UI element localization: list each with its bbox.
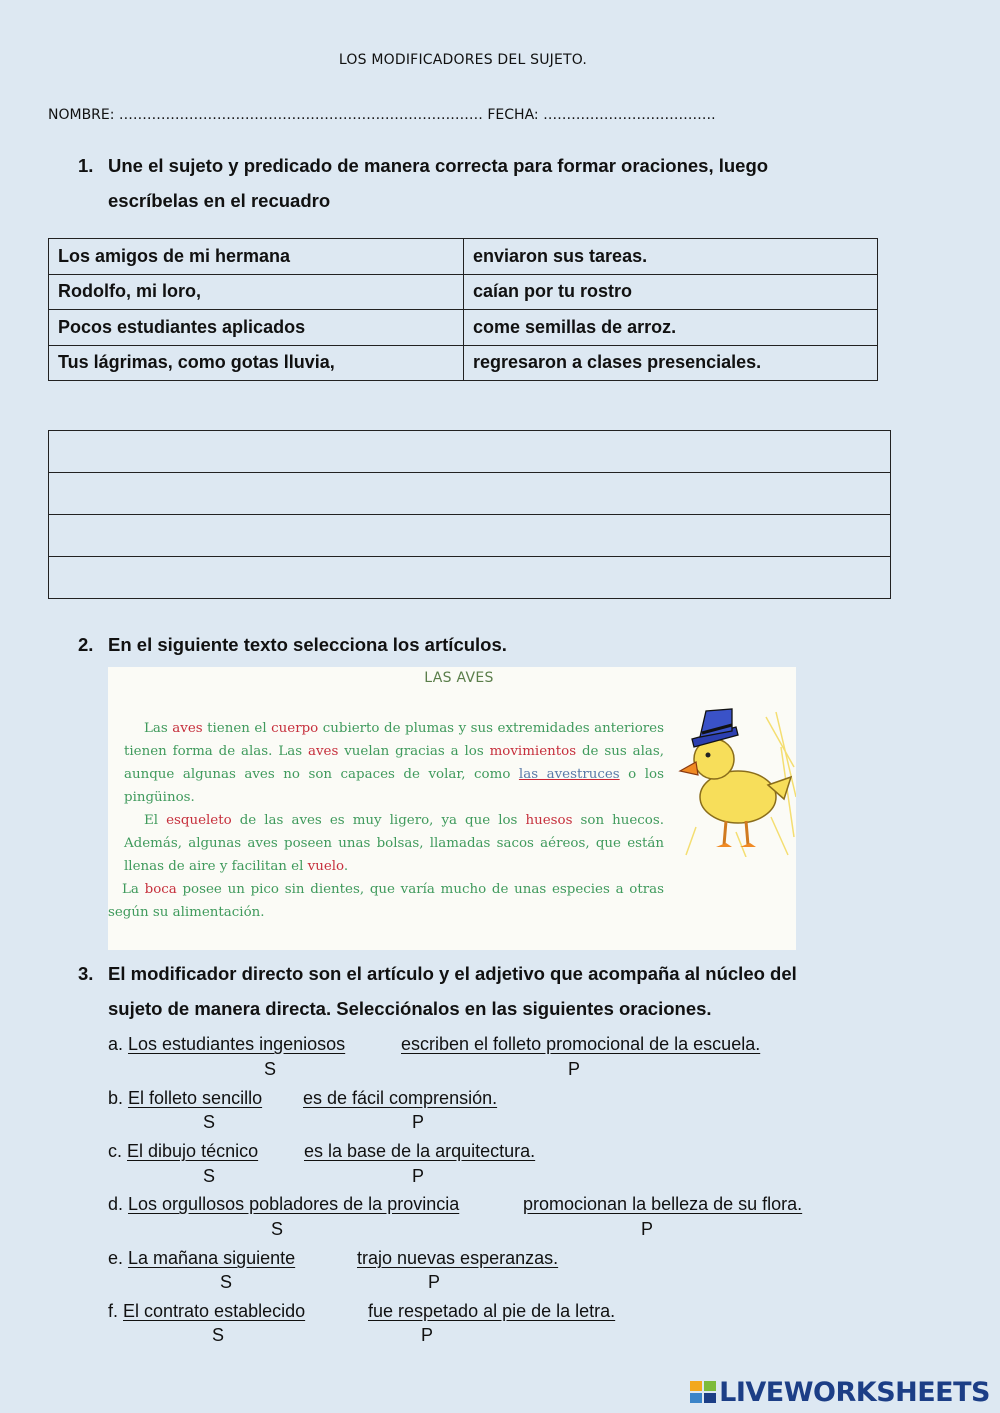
question-number: 1. [78, 155, 94, 176]
subject-text[interactable]: El dibujo técnico [127, 1141, 259, 1161]
word[interactable]: movimientos [489, 744, 577, 759]
predicate-text[interactable]: escriben el folleto promocional de la escuela. [401, 1034, 761, 1054]
paragraph-1 [124, 717, 664, 809]
predicate-c [304, 1138, 535, 1164]
predicate-text[interactable]: trajo nuevas esperanzas. [357, 1248, 559, 1268]
predicate-f [368, 1298, 615, 1324]
subject-cell[interactable]: Los amigos de mi hermana [49, 239, 464, 275]
predicate-b [303, 1085, 497, 1111]
word[interactable]: de las aves es muy ligero, ya que los [231, 813, 526, 828]
table-row [49, 310, 878, 346]
predicate-text[interactable]: es la base de la arquitectura. [304, 1141, 536, 1161]
answer-field-4[interactable] [49, 557, 891, 599]
s-label: S [203, 1112, 216, 1132]
paragraph-2 [124, 809, 664, 878]
subject-cell[interactable]: Pocos estudiantes aplicados [49, 310, 464, 346]
word[interactable]: cuerpo [271, 721, 319, 736]
predicate-cell[interactable]: regresaron a clases presenciales. [464, 345, 878, 381]
predicate-text[interactable]: fue respetado al pie de la letra. [368, 1301, 616, 1321]
reading-passage [108, 667, 796, 950]
predicate-e [357, 1245, 558, 1271]
s-label: S [203, 1166, 216, 1186]
word[interactable]: aves [307, 744, 339, 759]
word[interactable]: vuelo [307, 859, 344, 874]
table-row [49, 274, 878, 310]
question-3 [78, 956, 898, 1026]
subject-text[interactable]: La mañana siguiente [128, 1248, 296, 1268]
word[interactable]: Las [144, 721, 173, 736]
s-label: S [212, 1325, 225, 1345]
sentence-c [108, 1138, 258, 1164]
word[interactable]: aves [172, 721, 203, 736]
name-date-line: NOMBRE: …………………………………………………………………… FECHA: ………………………………. [48, 107, 716, 123]
item-letter: d. [108, 1194, 129, 1214]
subject-cell[interactable]: Tus lágrimas, como gotas lluvia, [49, 345, 464, 381]
question-2-text: En el siguiente texto selecciona los artículos. [108, 634, 507, 655]
word[interactable]: . [343, 859, 349, 874]
reading-text [108, 717, 664, 924]
question-1 [78, 148, 898, 218]
paragraph-3 [108, 878, 664, 924]
predicate-cell[interactable]: enviaron sus tareas. [464, 239, 878, 275]
word[interactable]: La [122, 882, 145, 897]
matching-table [48, 238, 878, 381]
item-letter: c. [108, 1141, 128, 1161]
predicate-text[interactable]: es de fácil comprensión. [303, 1088, 498, 1108]
subject-text[interactable]: El contrato establecido [123, 1301, 306, 1321]
duck-illustration [676, 707, 796, 857]
subject-text[interactable]: El folleto sencillo [128, 1088, 263, 1108]
predicate-cell[interactable]: caían por tu rostro [464, 274, 878, 310]
sentence-d [108, 1191, 459, 1217]
question-number: 3. [78, 963, 94, 984]
word[interactable]: posee un pico sin dientes, que varía mucho de unas especies a otras según su alimentación. [108, 882, 664, 920]
word[interactable]: vuelan gracias a los [338, 744, 490, 759]
s-label: S [264, 1059, 277, 1079]
answer-field-2[interactable] [49, 473, 891, 515]
question-3-line-2: sujeto de manera directa. Selecciónalos en las siguientes oraciones. [108, 998, 712, 1019]
p-label: P [421, 1325, 434, 1345]
question-number: 2. [78, 634, 94, 655]
item-letter: a. [108, 1034, 129, 1054]
p-label: P [412, 1166, 425, 1186]
subject-text[interactable]: Los orgullosos pobladores de la provincia [128, 1194, 460, 1214]
logo-icon [689, 1380, 717, 1404]
sentence-b [108, 1085, 262, 1111]
word[interactable]: cubierto de plumas y sus extremidades anteriores tienen forma de alas. Las [124, 721, 664, 759]
subject-cell[interactable]: Rodolfo, mi loro, [49, 274, 464, 310]
word[interactable]: o los pingüinos. [124, 767, 664, 805]
question-3-line-1: El modificador directo son el artículo y el adjetivo que acompaña al núcleo del [108, 963, 797, 984]
predicate-cell[interactable]: come semillas de arroz. [464, 310, 878, 346]
word[interactable]: huesos [525, 813, 573, 828]
s-label: S [220, 1272, 233, 1292]
question-1-line-2: escríbelas en el recuadro [108, 190, 331, 211]
reading-title: LAS AVES [424, 670, 494, 686]
liveworksheets-logo[interactable] [689, 1377, 990, 1408]
item-letter: b. [108, 1088, 129, 1108]
table-row [49, 239, 878, 275]
p-label: P [412, 1112, 425, 1132]
logo-text: LIVEWORKSHEETS [719, 1377, 990, 1408]
answer-box-table [48, 430, 891, 599]
sentence-e [108, 1245, 295, 1271]
question-2 [78, 627, 898, 662]
sentence-a [108, 1031, 345, 1057]
table-row [49, 345, 878, 381]
worksheet-title: LOS MODIFICADORES DEL SUJETO. [338, 52, 588, 68]
p-label: P [641, 1219, 654, 1239]
predicate-a [401, 1031, 760, 1057]
p-label: P [428, 1272, 441, 1292]
word[interactable]: tienen el [202, 721, 272, 736]
sentence-f [108, 1298, 305, 1324]
p-label: P [568, 1059, 581, 1079]
predicate-d [523, 1191, 802, 1217]
item-letter: e. [108, 1248, 129, 1268]
question-1-line-1: Une el sujeto y predicado de manera correcta para formar oraciones, luego [108, 155, 769, 176]
predicate-text[interactable]: promocionan la belleza de su flora. [523, 1194, 803, 1214]
word[interactable]: boca [144, 882, 177, 897]
word[interactable]: esqueleto [166, 813, 232, 828]
s-label: S [271, 1219, 284, 1239]
answer-field-1[interactable] [49, 431, 891, 473]
word[interactable]: las avestruces [518, 767, 620, 782]
item-letter: f. [108, 1301, 124, 1321]
answer-field-3[interactable] [49, 515, 891, 557]
subject-text[interactable]: Los estudiantes ingeniosos [128, 1034, 346, 1054]
word[interactable]: son huecos. Además, algunas aves poseen unas bolsas, llamadas sacos aéreos, que están llenas de aire y facilitan el [124, 813, 664, 874]
word[interactable]: El [144, 813, 167, 828]
word[interactable]: de sus alas, aunque algunas aves no son capaces de volar, como [124, 744, 664, 782]
